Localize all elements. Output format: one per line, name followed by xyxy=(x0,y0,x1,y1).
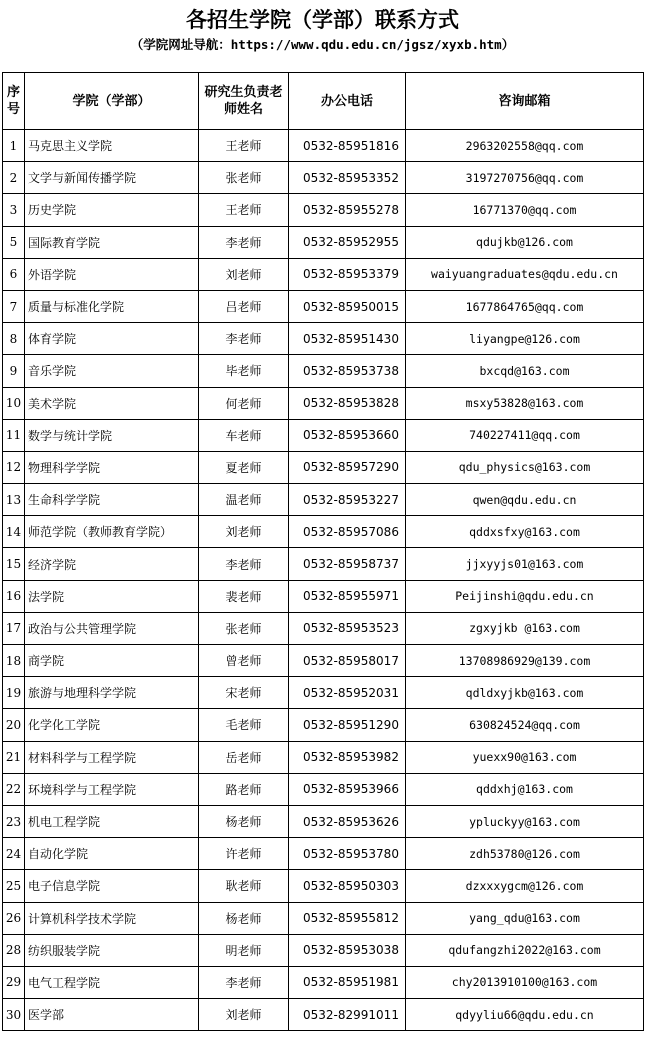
row-phone: 0532-85957086 xyxy=(289,516,406,548)
row-teacher: 刘老师 xyxy=(199,258,289,290)
row-phone: 0532-85953523 xyxy=(289,612,406,644)
table-row xyxy=(3,741,644,773)
row-phone: 0532-85953626 xyxy=(289,805,406,837)
row-school: 化学化工学院 xyxy=(25,709,199,741)
table-row xyxy=(3,355,644,387)
row-teacher: 何老师 xyxy=(199,387,289,419)
header-phone: 办公电话 xyxy=(289,73,406,130)
row-no: 16 xyxy=(3,580,25,612)
row-email[interactable]: msxy53828@163.com xyxy=(406,387,644,419)
table-row xyxy=(3,484,644,516)
table-header-row xyxy=(3,73,644,130)
row-phone: 0532-85950303 xyxy=(289,870,406,902)
table-row xyxy=(3,290,644,322)
row-teacher: 刘老师 xyxy=(199,516,289,548)
row-teacher: 许老师 xyxy=(199,838,289,870)
row-school: 商学院 xyxy=(25,645,199,677)
row-phone: 0532-85951430 xyxy=(289,323,406,355)
table-row xyxy=(3,999,644,1031)
row-teacher: 毛老师 xyxy=(199,709,289,741)
row-no: 19 xyxy=(3,677,25,709)
row-phone: 0532-85955278 xyxy=(289,194,406,226)
table-row xyxy=(3,580,644,612)
row-teacher: 耿老师 xyxy=(199,870,289,902)
row-phone: 0532-85953038 xyxy=(289,934,406,966)
row-phone: 0532-85953982 xyxy=(289,741,406,773)
table-row xyxy=(3,934,644,966)
row-email[interactable]: qwen@qdu.edu.cn xyxy=(406,484,644,516)
row-email[interactable]: chy2013910100@163.com xyxy=(406,966,644,998)
row-school: 物理科学学院 xyxy=(25,451,199,483)
row-phone: 0532-82991011 xyxy=(289,999,406,1031)
row-email[interactable]: bxcqd@163.com xyxy=(406,355,644,387)
row-teacher: 曾老师 xyxy=(199,645,289,677)
row-school: 自动化学院 xyxy=(25,838,199,870)
row-teacher: 明老师 xyxy=(199,934,289,966)
row-email[interactable]: qddxhj@163.com xyxy=(406,773,644,805)
row-teacher: 路老师 xyxy=(199,773,289,805)
row-phone: 0532-85958017 xyxy=(289,645,406,677)
row-school: 环境科学与工程学院 xyxy=(25,773,199,805)
row-phone: 0532-85952955 xyxy=(289,226,406,258)
row-email[interactable]: 630824524@qq.com xyxy=(406,709,644,741)
row-no: 13 xyxy=(3,484,25,516)
header-no: 序号 xyxy=(3,73,25,130)
table-row xyxy=(3,194,644,226)
row-teacher: 温老师 xyxy=(199,484,289,516)
row-email[interactable]: qdujkb@126.com xyxy=(406,226,644,258)
table-row xyxy=(3,773,644,805)
row-phone: 0532-85957290 xyxy=(289,451,406,483)
row-school: 数学与统计学院 xyxy=(25,419,199,451)
row-no: 18 xyxy=(3,645,25,677)
table-row xyxy=(3,516,644,548)
row-phone: 0532-85955812 xyxy=(289,902,406,934)
row-email[interactable]: qdu_physics@163.com xyxy=(406,451,644,483)
row-teacher: 毕老师 xyxy=(199,355,289,387)
table-row xyxy=(3,226,644,258)
row-no: 9 xyxy=(3,355,25,387)
row-teacher: 王老师 xyxy=(199,194,289,226)
row-school: 音乐学院 xyxy=(25,355,199,387)
row-school: 国际教育学院 xyxy=(25,226,199,258)
row-email[interactable]: ypluckyy@163.com xyxy=(406,805,644,837)
table-body xyxy=(3,130,644,1031)
row-no: 2 xyxy=(3,162,25,194)
row-phone: 0532-85951290 xyxy=(289,709,406,741)
row-email[interactable]: 1677864765@qq.com xyxy=(406,290,644,322)
row-phone: 0532-85953660 xyxy=(289,419,406,451)
table-row xyxy=(3,612,644,644)
row-teacher: 李老师 xyxy=(199,226,289,258)
row-no: 30 xyxy=(3,999,25,1031)
table-row xyxy=(3,387,644,419)
row-no: 7 xyxy=(3,290,25,322)
table-row xyxy=(3,258,644,290)
row-phone: 0532-85950015 xyxy=(289,290,406,322)
row-email[interactable]: qdldxyjkb@163.com xyxy=(406,677,644,709)
row-school: 政治与公共管理学院 xyxy=(25,612,199,644)
row-teacher: 裴老师 xyxy=(199,580,289,612)
row-email[interactable]: qddxsfxy@163.com xyxy=(406,516,644,548)
row-no: 15 xyxy=(3,548,25,580)
header-teacher: 研究生负责老师姓名 xyxy=(199,73,289,130)
row-no: 3 xyxy=(3,194,25,226)
row-school: 法学院 xyxy=(25,580,199,612)
row-no: 29 xyxy=(3,966,25,998)
row-no: 12 xyxy=(3,451,25,483)
row-email[interactable]: zgxyjkb @163.com xyxy=(406,612,644,644)
row-school: 医学部 xyxy=(25,999,199,1031)
row-email[interactable]: qdufangzhi2022@163.com xyxy=(406,934,644,966)
row-email[interactable]: qdyyliu66@qdu.edu.cn xyxy=(406,999,644,1031)
row-no: 26 xyxy=(3,902,25,934)
table-row xyxy=(3,966,644,998)
row-email[interactable]: jjxyyjs01@163.com xyxy=(406,548,644,580)
row-teacher: 夏老师 xyxy=(199,451,289,483)
row-email[interactable]: yang_qdu@163.com xyxy=(406,902,644,934)
row-no: 14 xyxy=(3,516,25,548)
row-email[interactable]: waiyuangraduates@qdu.edu.cn xyxy=(406,258,644,290)
row-phone: 0532-85953738 xyxy=(289,355,406,387)
row-school: 师范学院（教师教育学院） xyxy=(25,516,199,548)
row-teacher: 张老师 xyxy=(199,162,289,194)
row-no: 1 xyxy=(3,130,25,162)
row-teacher: 杨老师 xyxy=(199,805,289,837)
row-school: 美术学院 xyxy=(25,387,199,419)
header-school: 学院（学部） xyxy=(25,73,199,130)
table-row xyxy=(3,709,644,741)
row-no: 22 xyxy=(3,773,25,805)
row-phone: 0532-85951816 xyxy=(289,130,406,162)
row-no: 28 xyxy=(3,934,25,966)
row-no: 11 xyxy=(3,419,25,451)
row-no: 21 xyxy=(3,741,25,773)
row-email[interactable]: Peijinshi@qdu.edu.cn xyxy=(406,580,644,612)
table-row xyxy=(3,130,644,162)
row-phone: 0532-85953828 xyxy=(289,387,406,419)
table-row xyxy=(3,451,644,483)
row-email[interactable]: yuexx90@163.com xyxy=(406,741,644,773)
row-school: 生命科学学院 xyxy=(25,484,199,516)
row-teacher: 吕老师 xyxy=(199,290,289,322)
row-teacher: 张老师 xyxy=(199,612,289,644)
row-email[interactable]: 740227411@qq.com xyxy=(406,419,644,451)
row-email[interactable]: 2963202558@qq.com xyxy=(406,130,644,162)
row-school: 旅游与地理科学学院 xyxy=(25,677,199,709)
row-school: 纺织服装学院 xyxy=(25,934,199,966)
row-phone: 0532-85955971 xyxy=(289,580,406,612)
row-school: 质量与标准化学院 xyxy=(25,290,199,322)
row-no: 25 xyxy=(3,870,25,902)
row-phone: 0532-85953352 xyxy=(289,162,406,194)
row-phone: 0532-85951981 xyxy=(289,966,406,998)
row-school: 历史学院 xyxy=(25,194,199,226)
row-school: 电子信息学院 xyxy=(25,870,199,902)
contact-table xyxy=(2,72,644,1031)
row-teacher: 刘老师 xyxy=(199,999,289,1031)
row-phone: 0532-85953379 xyxy=(289,258,406,290)
row-teacher: 王老师 xyxy=(199,130,289,162)
row-school: 文学与新闻传播学院 xyxy=(25,162,199,194)
row-no: 5 xyxy=(3,226,25,258)
row-school: 材料科学与工程学院 xyxy=(25,741,199,773)
row-school: 外语学院 xyxy=(25,258,199,290)
row-email[interactable]: 16771370@qq.com xyxy=(406,194,644,226)
table-row xyxy=(3,870,644,902)
table-row xyxy=(3,419,644,451)
row-school: 马克思主义学院 xyxy=(25,130,199,162)
row-school: 机电工程学院 xyxy=(25,805,199,837)
row-no: 8 xyxy=(3,323,25,355)
row-teacher: 宋老师 xyxy=(199,677,289,709)
row-email[interactable]: 3197270756@qq.com xyxy=(406,162,644,194)
table-row xyxy=(3,805,644,837)
table-row xyxy=(3,162,644,194)
row-phone: 0532-85953227 xyxy=(289,484,406,516)
table-row xyxy=(3,323,644,355)
row-school: 体育学院 xyxy=(25,323,199,355)
row-no: 24 xyxy=(3,838,25,870)
row-no: 20 xyxy=(3,709,25,741)
table-row xyxy=(3,838,644,870)
row-phone: 0532-85958737 xyxy=(289,548,406,580)
row-school: 电气工程学院 xyxy=(25,966,199,998)
row-email[interactable]: dzxxxygcm@126.com xyxy=(406,870,644,902)
row-no: 17 xyxy=(3,612,25,644)
document-title: 各招生学院（学部）联系方式 xyxy=(186,8,459,32)
row-teacher: 岳老师 xyxy=(199,741,289,773)
row-school: 经济学院 xyxy=(25,548,199,580)
document-subtitle: （学院网址导航：https://www.qdu.edu.cn/jgsz/xyxb.htm） xyxy=(130,37,515,52)
row-teacher: 李老师 xyxy=(199,323,289,355)
row-email[interactable]: liyangpe@126.com xyxy=(406,323,644,355)
table-row xyxy=(3,645,644,677)
row-teacher: 车老师 xyxy=(199,419,289,451)
table-row xyxy=(3,548,644,580)
row-phone: 0532-85953966 xyxy=(289,773,406,805)
row-no: 23 xyxy=(3,805,25,837)
table-row xyxy=(3,902,644,934)
row-teacher: 李老师 xyxy=(199,966,289,998)
row-email[interactable]: zdh53780@126.com xyxy=(406,838,644,870)
row-phone: 0532-85952031 xyxy=(289,677,406,709)
row-email[interactable]: 13708986929@139.com xyxy=(406,645,644,677)
row-no: 10 xyxy=(3,387,25,419)
row-teacher: 杨老师 xyxy=(199,902,289,934)
row-school: 计算机科学技术学院 xyxy=(25,902,199,934)
table-row xyxy=(3,677,644,709)
row-teacher: 李老师 xyxy=(199,548,289,580)
row-phone: 0532-85953780 xyxy=(289,838,406,870)
header-email: 咨询邮箱 xyxy=(406,73,644,130)
row-no: 6 xyxy=(3,258,25,290)
